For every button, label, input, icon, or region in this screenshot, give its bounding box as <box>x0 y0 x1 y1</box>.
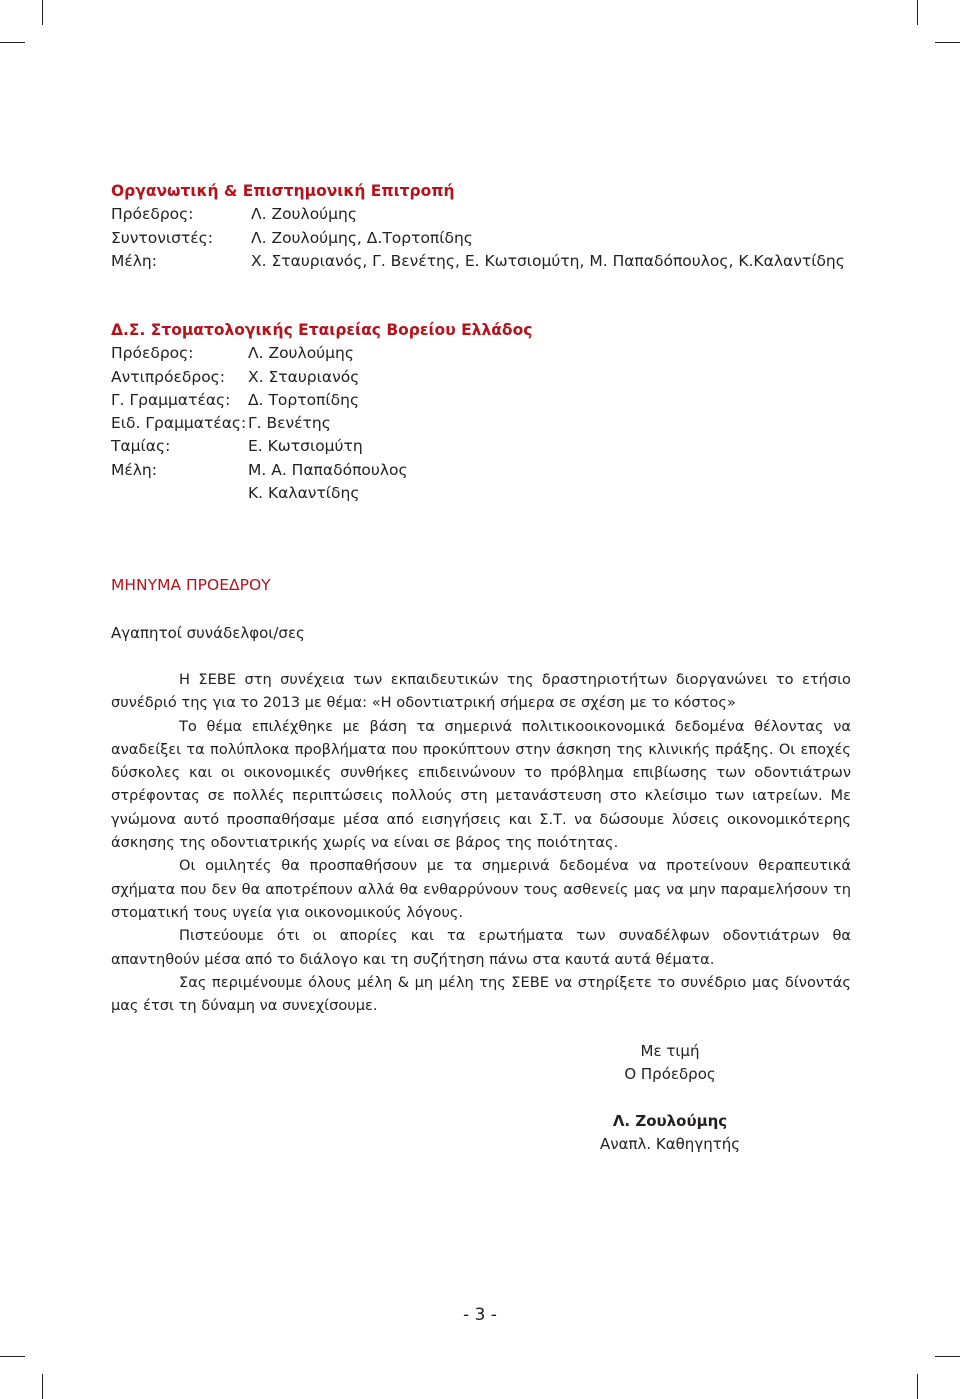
board-section <box>111 319 532 505</box>
board-title: Δ.Σ. Στοματολογικής Εταιρείας Βορείου Ελλάδος <box>111 321 533 339</box>
crop-mark <box>42 1374 43 1399</box>
crop-mark <box>0 42 25 43</box>
row-label: Ταμίας: <box>111 437 171 456</box>
crop-mark <box>935 1356 960 1357</box>
board-row <box>111 366 532 389</box>
row-label: Γ. Γραμματέας: <box>111 390 231 409</box>
crop-mark <box>917 0 918 25</box>
message-body <box>111 668 851 1017</box>
row-value: Δ. Τορτοπίδης <box>248 390 360 409</box>
row-label: Ειδ. Γραμματέας: <box>111 414 247 433</box>
committee-title: Οργανωτική & Επιστημονική Επιτροπή <box>111 182 455 200</box>
committee-row <box>111 227 845 250</box>
page-number: - 3 - <box>463 1305 497 1325</box>
row-label: Αντιπρόεδρος: <box>111 367 225 386</box>
signature-name: Λ. Ζουλούμης <box>612 1111 728 1130</box>
board-row <box>111 482 532 505</box>
row-value: Λ. Ζουλούμης, Δ.Τορτοπίδης <box>251 228 473 247</box>
signature-block <box>590 1040 750 1156</box>
committee-row <box>111 250 845 273</box>
row-value: Χ. Σταυριανός, Γ. Βενέτης, Ε. Κωτσιομύτη, Μ. Παπαδόπουλος, Κ.Καλαντίδης <box>251 251 845 270</box>
board-row <box>111 389 532 412</box>
row-label: Πρόεδρος: <box>111 205 194 224</box>
message-greeting: Αγαπητοί συνάδελφοι/σες <box>111 624 305 642</box>
crop-mark <box>917 1374 918 1399</box>
committee-section <box>111 180 845 273</box>
row-value: Κ. Καλαντίδης <box>248 484 360 503</box>
row-label: Μέλη: <box>111 460 157 479</box>
row-value: Λ. Ζουλούμης <box>248 344 354 363</box>
board-row <box>111 459 532 482</box>
row-value: Γ. Βενέτης <box>248 414 331 433</box>
row-label: Πρόεδρος: <box>111 344 194 363</box>
president-message <box>111 574 851 1017</box>
message-paragraph: Οι ομιλητές θα προσπαθήσουν με τα σημερινά δεδομένα να προτείνουν θεραπευτικά σχήματα που δεν θα αποτρέπουν αλλά θα ενθαρρύνουν τους ασθενείς μας να μην παραμελήσουν τη στοματική τους υγεία για οικονομικούς λόγους. <box>111 857 851 921</box>
message-heading: ΜΗΝΥΜΑ ΠΡΟΕΔΡΟΥ <box>111 576 271 594</box>
message-paragraph: Σας περιμένουμε όλους μέλη & μη μέλη της ΣΕΒΕ να στηρίξετε το συνέδριο μας δίνοντάς μας έτσι τη δύναμη να συνεχίσουμε. <box>111 973 851 1015</box>
message-paragraph: Το θέμα επιλέχθηκε με βάση τα σημερινά πολιτικοοικονομικά δεδομένα θέλοντας να αναδείξει τα πολύπλοκα προβλήματα που προκύπτουν στην άσκηση της κλινικής πράξης. Οι εποχές δύσκολες και οι οικονομικές συνθήκες επιδεινώνουν το πρόβλημα επιβίωσης των οδοντιάτρων στρέφοντας σε πολλές περιπτώσεις πολλούς στη μετανάστευση στο κλείσιμο των ιατρείων. Με γνώμονα αυτό προσπαθήσαμε μέσα από εισηγήσεις και Σ.Τ. να δώσουμε λύσεις οικονομικότερης άσκησης της οδοντιατρικής χωρίς να είναι σε βάρος της ποιότητας. <box>111 717 851 852</box>
row-value: Λ. Ζουλούμης <box>251 205 357 224</box>
board-row <box>111 412 532 435</box>
crop-mark <box>42 0 43 25</box>
signature-closing: Με τιμή <box>640 1042 700 1060</box>
row-value: Χ. Σταυριανός <box>248 367 360 386</box>
board-row <box>111 342 532 365</box>
committee-row <box>111 203 845 226</box>
board-row <box>111 435 532 458</box>
signature-spacer <box>590 1087 750 1110</box>
message-paragraph: Η ΣΕΒΕ στη συνέχεια των εκπαιδευτικών της δραστηριοτήτων διοργανώνει το ετήσιο συνέδριό της για το 2013 με θέμα: «Η οδοντιατρική σήμερα σε σχέση με το κόστος» <box>111 671 851 712</box>
crop-mark <box>935 42 960 43</box>
signature-title: Αναπλ. Καθηγητής <box>599 1135 741 1154</box>
row-label: Συντονιστές: <box>111 228 213 247</box>
crop-mark <box>0 1356 25 1357</box>
message-paragraph: Πιστεύουμε ότι οι απορίες και τα ερωτήματα των συναδέλφων οδοντιάτρων θα απαντηθούν μέσα από το διάλογο και τη συζήτηση πάνω στα καυτά αυτά θέματα. <box>111 927 851 968</box>
row-value: Ε. Κωτσιομύτη <box>248 437 363 456</box>
row-label: Μέλη: <box>111 251 157 270</box>
row-value: Μ. Α. Παπαδόπουλος <box>248 460 408 479</box>
signature-role: Ο Πρόεδρος <box>624 1065 716 1084</box>
